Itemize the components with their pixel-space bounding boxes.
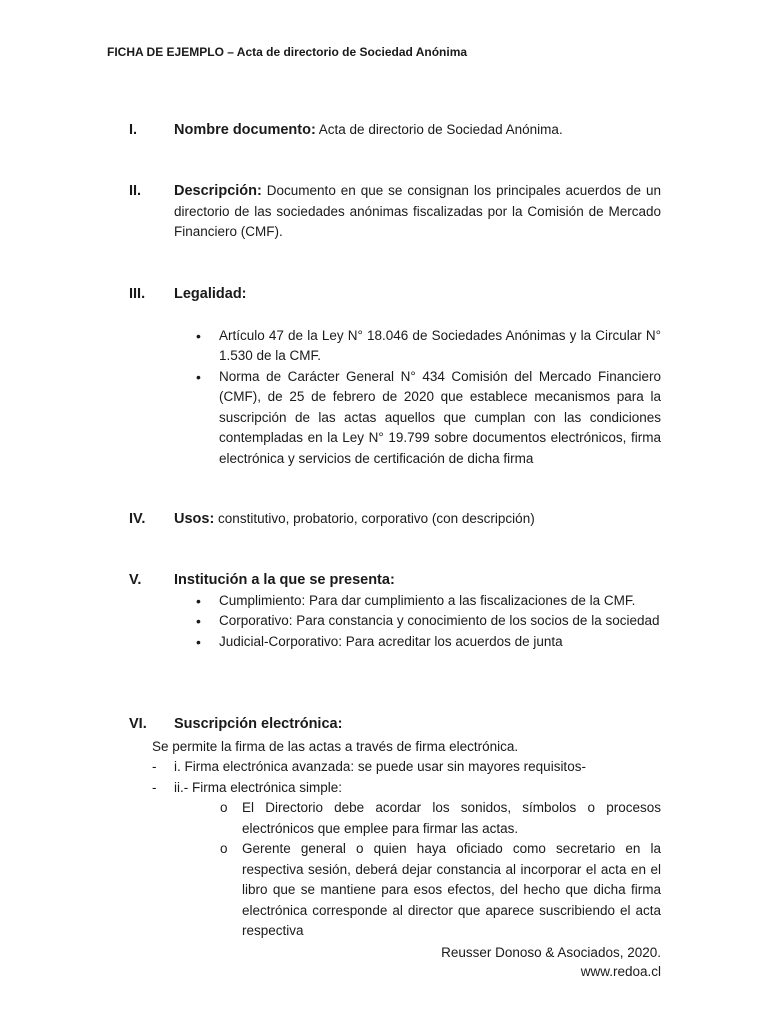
- section-label: Legalidad:: [174, 286, 247, 302]
- dash-item-text: ii.- Firma electrónica simple:: [174, 779, 343, 795]
- section-text: Acta de directorio de Sociedad Anónima.: [315, 122, 563, 137]
- list-item: • Norma de Carácter General N° 434 Comisión del Mercado Financiero (CMF), de 25 de febrero de 2020 que establece mecanismos para la suscripción de las actas aquellos que cumplan con las condiciones contempladas en la Ley N° 19.799 sobre documentos electrónicos, firma electrónica y servicios de certificación de dicha firma: [174, 367, 661, 470]
- sub-list-item: o Gerente general o quien haya oficiado como secretario en la respectiva sesión, deberá dejar constancia al incorporar el acta en el libro que se mantiene para esos efectos, del hecho que dicha firma electrónica corresponde al director que aparece suscribiendo el acta respectiva: [220, 839, 661, 942]
- list-item: • Judicial-Corporativo: Para acreditar los acuerdos de junta: [174, 632, 661, 653]
- section-label: Descripción:: [174, 183, 262, 199]
- dash-marker: -: [152, 759, 157, 774]
- intro-text: Se permite la firma de las actas a través de firma electrónica.: [152, 738, 519, 754]
- section-number: IV.: [129, 511, 146, 527]
- sub-list: [220, 798, 661, 942]
- page-header: FICHA DE EJEMPLO – Acta de directorio de Sociedad Anónima: [107, 45, 468, 59]
- dash-item: [152, 757, 661, 778]
- section-text: Documento en que se consignan los principales acuerdos de un directorio de las sociedades anónimas fiscalizadas por la Comisión de Mercado Financiero (CMF).: [174, 183, 661, 239]
- sub-list-item: o El Directorio debe acordar los sonidos, símbolos o procesos electrónicos que emplee para firmar las actas.: [220, 798, 661, 839]
- dash-item-text: i. Firma electrónica avanzada: se puede usar sin mayores requisitos-: [174, 759, 586, 774]
- section-number: V.: [129, 572, 142, 588]
- bullet-list: [174, 591, 661, 653]
- section-usos: [129, 509, 661, 530]
- page-footer: [441, 943, 661, 981]
- section-label: Nombre documento:: [174, 122, 316, 138]
- footer-url: www.redoa.cl: [580, 964, 661, 979]
- section-suscripcion: [129, 714, 661, 942]
- list-item: • Corporativo: Para constancia y conocimiento de los socios de la sociedad: [174, 611, 661, 632]
- section-label: Usos:: [174, 511, 215, 527]
- section-nombre: [129, 120, 661, 141]
- list-item: • Cumplimiento: Para dar cumplimiento a las fiscalizaciones de la CMF.: [174, 591, 661, 612]
- section-number: I.: [129, 122, 138, 138]
- section-label: Suscripción electrónica:: [174, 716, 343, 732]
- section-number: VI.: [129, 716, 147, 732]
- bullet-list: [174, 326, 661, 470]
- dash-item: [152, 778, 661, 799]
- section-legalidad: [129, 284, 661, 469]
- section-institucion: [129, 570, 661, 652]
- section-number: II.: [129, 183, 142, 199]
- section-text: constitutivo, probatorio, corporativo (con descripción): [214, 511, 535, 526]
- section-descripcion: [129, 181, 661, 243]
- section-label: Institución a la que se presenta:: [174, 572, 395, 588]
- footer-credit: Reusser Donoso & Asociados, 2020.: [441, 945, 661, 960]
- list-item: • Artículo 47 de la Ley N° 18.046 de Sociedades Anónimas y la Circular N° 1.530 de la CMF.: [174, 326, 661, 367]
- section-number: III.: [129, 286, 146, 302]
- dash-marker: -: [152, 779, 157, 795]
